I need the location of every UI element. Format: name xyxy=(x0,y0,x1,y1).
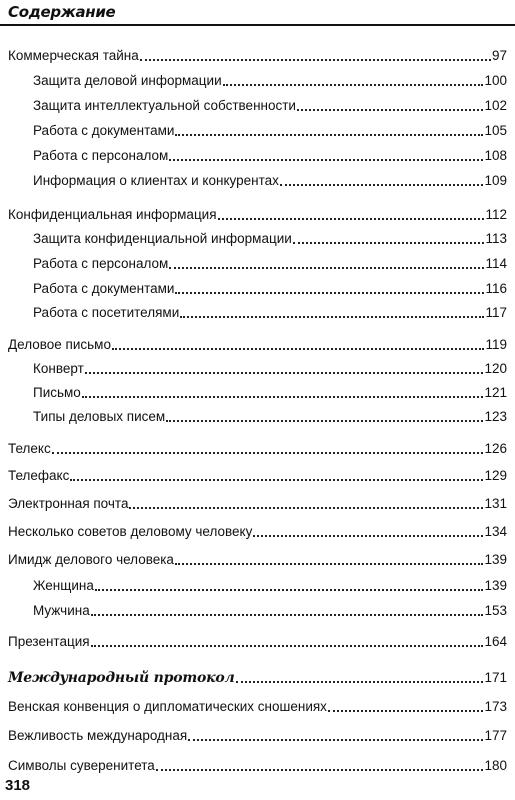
dot-leader xyxy=(91,645,484,647)
toc-entry[interactable] xyxy=(8,695,507,715)
toc-entry[interactable] xyxy=(33,405,507,425)
toc-entry-title: Типы деловых писем xyxy=(33,409,166,424)
toc-entry-page: 171 xyxy=(484,670,507,685)
toc-entry[interactable] xyxy=(8,754,507,774)
toc-entry[interactable] xyxy=(8,630,507,650)
dot-leader xyxy=(52,452,484,454)
toc-entry-title: Работа с персоналом xyxy=(33,148,169,163)
toc-entry-title: Международный протокол xyxy=(8,670,235,686)
dot-leader xyxy=(280,184,484,186)
toc-entry[interactable] xyxy=(33,94,507,114)
toc-entry-title: Работа с документами xyxy=(33,281,175,296)
toc-entry-page: 123 xyxy=(484,409,507,424)
dot-leader xyxy=(293,242,485,244)
toc-entry-page: 180 xyxy=(484,758,507,773)
page-number: 318 xyxy=(5,777,31,794)
dot-leader xyxy=(236,681,484,683)
toc-entry-page: 117 xyxy=(485,305,507,320)
toc-entry-page: 139 xyxy=(484,578,507,593)
dot-leader xyxy=(253,535,483,537)
dot-leader xyxy=(156,769,484,771)
dot-leader xyxy=(175,292,484,294)
header-title: Содержание xyxy=(8,3,116,21)
toc-entry-page: 120 xyxy=(484,361,507,376)
toc-entry[interactable] xyxy=(8,203,507,223)
toc-entry[interactable] xyxy=(33,277,507,297)
toc-entry-title: Электронная почта xyxy=(8,496,129,511)
toc-entry[interactable] xyxy=(33,69,507,89)
dot-leader xyxy=(129,507,483,509)
toc-entry-page: 102 xyxy=(484,98,507,113)
dot-leader xyxy=(91,614,484,616)
dot-leader xyxy=(169,159,483,161)
dot-leader xyxy=(70,479,483,481)
toc-entry[interactable] xyxy=(8,333,507,353)
toc-entry[interactable] xyxy=(8,548,507,568)
dot-leader xyxy=(95,589,484,591)
toc-entry-title: Письмо xyxy=(33,385,81,400)
toc-entry[interactable] xyxy=(8,520,507,540)
dot-leader xyxy=(82,396,484,398)
dot-leader xyxy=(297,109,484,111)
toc-entry[interactable] xyxy=(33,119,507,139)
toc-entry-title: Символы суверенитета xyxy=(8,758,155,773)
dot-leader xyxy=(175,563,484,565)
dot-leader xyxy=(140,59,491,61)
toc-entry-title: Работа с посетителями xyxy=(33,305,180,320)
toc-entry-page: 173 xyxy=(484,699,507,714)
toc-entry-title: Работа с персоналом xyxy=(33,256,169,271)
toc-entry-page: 131 xyxy=(484,496,507,511)
toc-entry-page: 177 xyxy=(484,728,507,743)
toc-entry-title: Мужчина xyxy=(33,603,90,618)
toc-entry-title: Вежливость международная xyxy=(8,728,188,743)
toc-entry-page: 109 xyxy=(484,173,507,188)
toc-entry-title: Работа с документами xyxy=(33,123,175,138)
toc-entry-title: Деловое письмо xyxy=(8,337,111,352)
toc-entry-page: 139 xyxy=(484,552,507,567)
toc-entry[interactable] xyxy=(33,599,507,619)
toc-entry-title: Венская конвенция о дипломатических сношениях xyxy=(8,699,327,714)
dot-leader xyxy=(85,372,484,374)
toc-entry-title: Информация о клиентах и конкурентах xyxy=(33,173,279,188)
toc-entry[interactable] xyxy=(33,227,507,247)
toc-entry[interactable] xyxy=(8,492,507,512)
toc-entry-page: 153 xyxy=(484,603,507,618)
dot-leader xyxy=(169,267,484,269)
toc-entry-page: 116 xyxy=(485,281,507,296)
toc-entry[interactable] xyxy=(33,169,507,189)
toc-section-heading[interactable] xyxy=(8,666,507,686)
toc-entry-page: 113 xyxy=(485,231,507,246)
toc-entry[interactable] xyxy=(33,381,507,401)
toc-entry-title: Женщина xyxy=(33,578,94,593)
toc-entry-page: 126 xyxy=(484,441,507,456)
toc-entry-page: 119 xyxy=(485,337,507,352)
toc-entry[interactable] xyxy=(33,301,507,321)
dot-leader xyxy=(180,316,484,318)
dot-leader xyxy=(112,348,485,350)
toc-entry-title: Телефакс xyxy=(8,468,70,483)
dot-leader xyxy=(223,84,484,86)
dot-leader xyxy=(166,420,483,422)
toc-entry[interactable] xyxy=(8,437,507,457)
dot-leader xyxy=(175,134,483,136)
toc-entry-page: 129 xyxy=(484,468,507,483)
toc-entry-page: 121 xyxy=(484,385,507,400)
dot-leader xyxy=(218,218,485,220)
toc-entry[interactable] xyxy=(33,357,507,377)
toc-entry-title: Несколько советов деловому человеку xyxy=(8,524,253,539)
toc-entry[interactable] xyxy=(8,464,507,484)
toc-entry-page: 108 xyxy=(484,148,507,163)
toc-entry-title: Коммерческая тайна xyxy=(8,48,139,63)
toc-entry-title: Защита интеллектуальной собственности xyxy=(33,98,296,113)
toc-entry[interactable] xyxy=(8,724,507,744)
toc-entry-page: 105 xyxy=(484,123,507,138)
toc-entry-page: 97 xyxy=(491,48,507,63)
toc-entry-title: Имидж делового человека xyxy=(8,552,174,567)
toc-entry[interactable] xyxy=(33,144,507,164)
toc-entry[interactable] xyxy=(8,44,507,64)
toc-entry-page: 100 xyxy=(484,73,507,88)
toc-entry[interactable] xyxy=(33,252,507,272)
toc-entry-page: 114 xyxy=(485,256,507,271)
toc-entry-page: 134 xyxy=(484,524,507,539)
toc-entry-title: Презентация xyxy=(8,634,90,649)
dot-leader xyxy=(188,739,483,741)
toc-entry-title: Конфиденциальная информация xyxy=(8,207,217,222)
toc-entry-title: Конверт xyxy=(33,361,84,376)
toc-entry[interactable] xyxy=(33,574,507,594)
toc-entry-title: Защита деловой информации xyxy=(33,73,222,88)
toc-entry-page: 112 xyxy=(485,207,507,222)
toc-entry-title: Телекс xyxy=(8,441,51,456)
toc-entry-page: 164 xyxy=(484,634,507,649)
dot-leader xyxy=(328,710,484,712)
toc-entry-title: Защита конфиденциальной информации xyxy=(33,231,292,246)
